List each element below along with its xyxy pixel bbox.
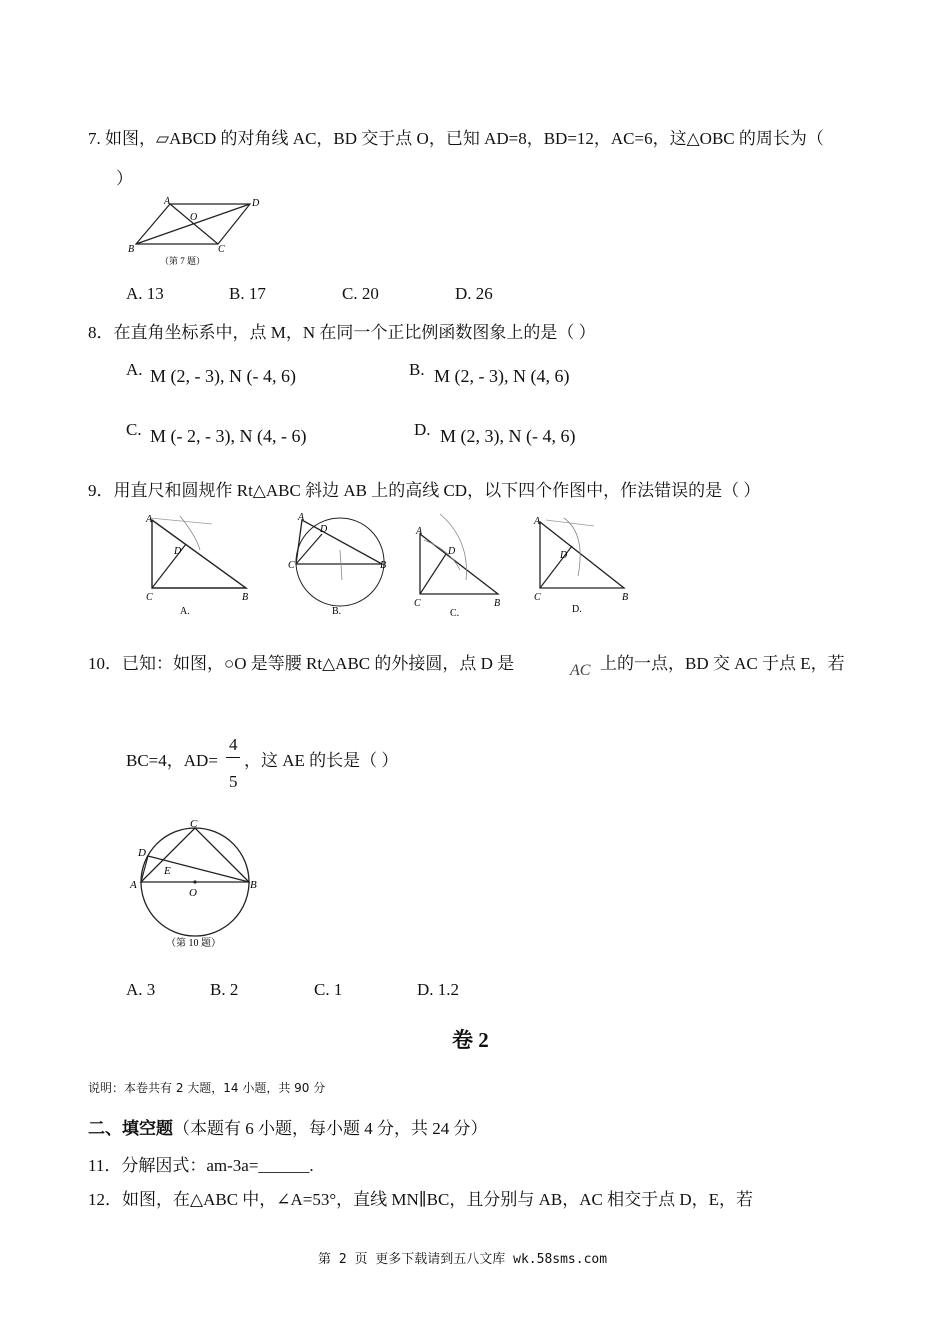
q8-option-d-label: D. — [414, 420, 431, 439]
q10-arc-ac: AC — [570, 662, 591, 679]
q7-option-c: C. 20 — [342, 284, 379, 303]
q9a-label-d: D — [174, 546, 182, 557]
q9b-label-c: C — [288, 560, 295, 571]
q7-option-a: A. 13 — [126, 284, 164, 303]
q7-label-d: D — [252, 198, 260, 209]
page-footer: 第 2 页 更多下载请到五八文库 wk.58sms.com — [318, 1252, 608, 1267]
q10-label-d: D — [138, 847, 146, 859]
q10-option-a: A. 3 — [126, 980, 156, 999]
q10-figure — [126, 816, 266, 956]
q9-figure-c — [410, 510, 510, 620]
q9c-label-d: D — [448, 546, 456, 557]
q8-stem: 8．在直角坐标系中，点 M，N 在同一个正比例函数图象上的是（ ） — [88, 323, 596, 342]
q8-option-c-label: C. — [126, 420, 142, 439]
q10-stem-line1-end: 上的一点，BD 交 AC 于点 E，若 — [600, 654, 845, 673]
q10-label-c: C — [190, 818, 198, 830]
q8-option-d-expr: M (2, 3), N (- 4, 6) — [440, 426, 576, 446]
section-heading — [88, 1114, 488, 1139]
q7-label-a: A — [164, 196, 171, 207]
q10-frac-bar — [226, 757, 240, 758]
q9b-label-b: B — [380, 560, 387, 571]
q9-figure-d — [528, 510, 638, 620]
q9d-label-b: B — [622, 592, 629, 603]
q10-option-d: D. 1.2 — [417, 980, 460, 999]
q9a-caption: A. — [180, 606, 190, 617]
q8-option-a-expr: M (2, - 3), N (- 4, 6) — [150, 366, 296, 386]
section-heading-rest: （本题有 6 小题，每小题 4 分，共 24 分） — [173, 1119, 488, 1138]
q9c-caption: C. — [450, 608, 460, 619]
q10-stem-line1: 10．已知：如图，○O 是等腰 Rt△ABC 的外接圆，点 D 是 — [88, 654, 515, 673]
q10-stem-line2-pre: BC=4，AD= — [126, 751, 218, 770]
q7-option-d: D. 26 — [455, 284, 493, 303]
q11-stem: 11．分解因式：am-3a=______. — [88, 1156, 314, 1175]
q10-label-e: E — [164, 865, 171, 877]
q10-label-o: O — [189, 887, 197, 899]
q7-stem-line2: ） — [116, 169, 133, 188]
q8-option-b-expr: M (2, - 3), N (4, 6) — [434, 366, 570, 386]
q10-option-b: B. 2 — [210, 980, 239, 999]
q10-frac-num: 4 — [229, 735, 238, 754]
q9-stem: 9．用直尺和圆规作 Rt△ABC 斜边 AB 上的高线 CD，以下四个作图中，作法错误的是（ ） — [88, 481, 761, 500]
q9c-label-c: C — [414, 598, 421, 609]
q7-label-b: B — [128, 244, 135, 255]
q9-figure-a — [140, 510, 255, 620]
q9b-label-a: A — [298, 512, 305, 523]
q9a-label-b: B — [242, 592, 249, 603]
q12-stem: 12．如图，在△ABC 中，∠A=53°，直线 MN∥BC，且分别与 AB，AC 相交于点 D，E，若 — [88, 1190, 753, 1209]
q10-frac-den: 5 — [229, 772, 238, 791]
q7-stem-line1: 7. 如图，▱ABCD 的对角线 AC，BD 交于点 O，已知 AD=8，BD=12，AC=6，这△OBC 的周长为（ — [88, 129, 824, 148]
q7-option-b: B. 17 — [229, 284, 266, 303]
q10-figure-caption: （第 10 题） — [166, 938, 221, 949]
q7-figure — [126, 192, 276, 270]
q8-option-c-expr: M (- 2, - 3), N (4, - 6) — [150, 426, 307, 446]
q9d-label-a: A — [534, 516, 541, 527]
q9a-label-c: C — [146, 592, 153, 603]
q9d-caption: D. — [572, 604, 582, 615]
q9b-caption: B. — [332, 606, 342, 617]
q10-label-b: B — [250, 879, 257, 891]
section-heading-bold: 二、填空题 — [88, 1119, 173, 1138]
q10-label-a: A — [130, 879, 137, 891]
q9-figure-b — [282, 510, 392, 620]
q8-option-a-label: A. — [126, 360, 143, 379]
q10-stem-line2-post: ，这 AE 的长是（ ） — [244, 751, 399, 770]
q8-option-b-label: B. — [409, 360, 425, 379]
section-note: 说明：本卷共有 2 大题，14 小题，共 90 分 — [88, 1081, 326, 1095]
q7-label-c: C — [218, 244, 225, 255]
q9c-label-a: A — [416, 526, 423, 537]
q9b-label-d: D — [320, 524, 328, 535]
section-title: 卷 2 — [452, 1028, 489, 1052]
q9a-label-a: A — [146, 514, 153, 525]
q9d-label-d: D — [560, 550, 568, 561]
q7-label-o: O — [190, 212, 198, 223]
q7-figure-caption: （第 7 题） — [160, 256, 206, 266]
q9d-label-c: C — [534, 592, 541, 603]
q9c-label-b: B — [494, 598, 501, 609]
q10-option-c: C. 1 — [314, 980, 343, 999]
